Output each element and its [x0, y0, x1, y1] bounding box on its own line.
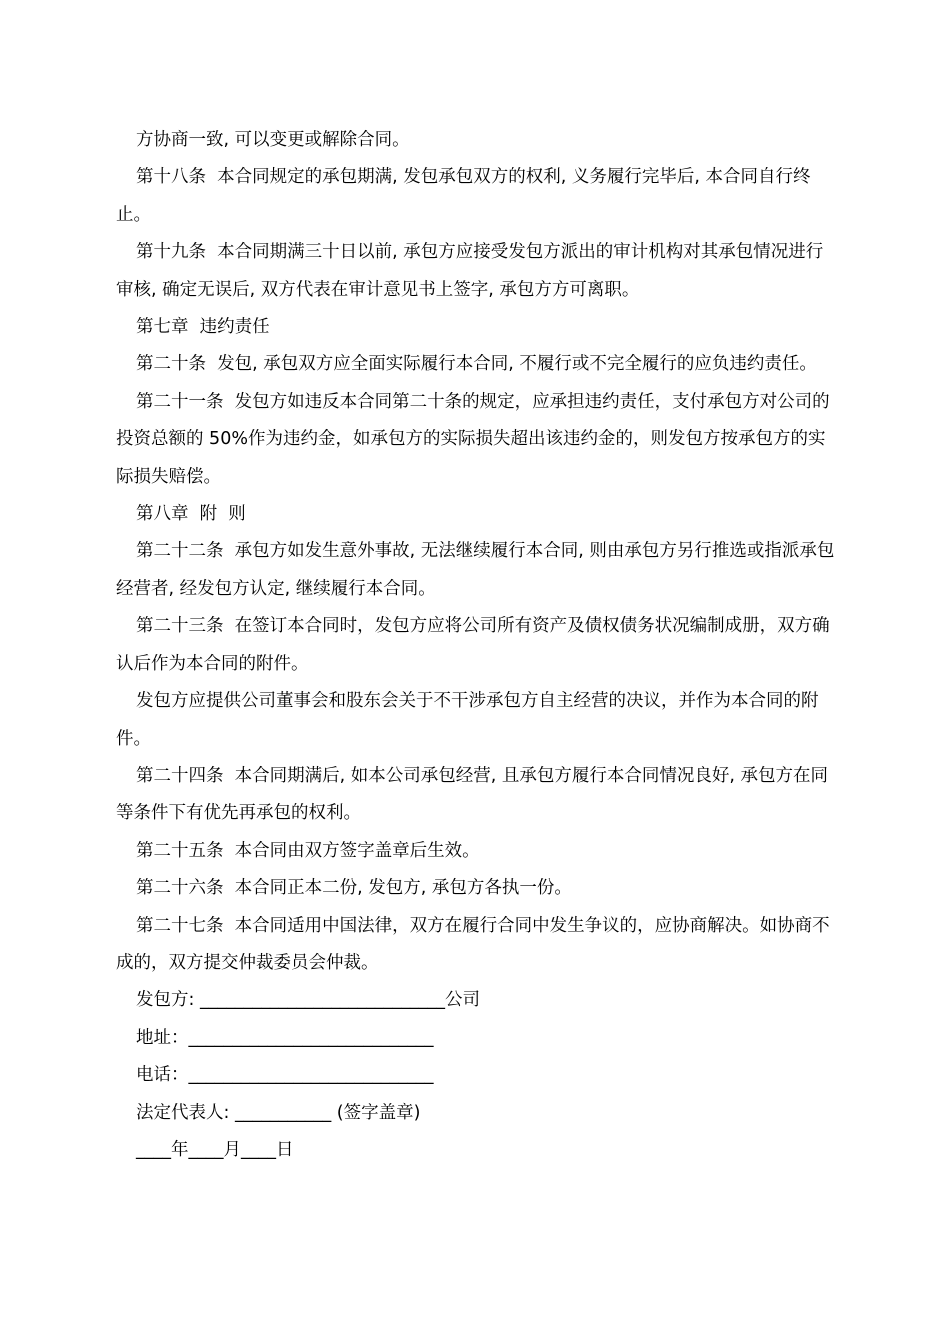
- signature-date-line: ____年____月____日: [136, 1139, 294, 1160]
- article-24: 第二十四条 本合同期满后, 如本公司承包经营, 且承包方履行本合同情况良好, 承包方在同等条件下有优先再承包的权利。: [116, 765, 828, 824]
- article-22: 第二十二条 承包方如发生意外事故, 无法继续履行本合同, 则由承包方另行推选或指派承包经营者, 经发包方认定, 继续履行本合同。: [116, 541, 835, 599]
- contract-body: [116, 122, 836, 1169]
- article-21: 第二十一条 发包方如违反本合同第二十条的规定，应承担违约责任，支付承包方对公司的投资总额的 50%作为违约金，如承包方的实际损失超出该违约金的，则发包方按承包方的实际损失赔偿。: [116, 391, 830, 487]
- article-23-supplement: 发包方应提供公司董事会和股东会关于不干涉承包方自主经营的决议，并作为本合同的附件。: [116, 691, 819, 749]
- paragraph-continuation: 方协商一致, 可以变更或解除合同。: [136, 130, 410, 150]
- signature-phone-line: 电话：____________________________: [136, 1065, 434, 1086]
- chapter-8-heading: 第八章 附 则: [136, 504, 246, 525]
- article-25: 第二十五条 本合同由双方签字盖章后生效。: [136, 840, 480, 861]
- article-20: 第二十条 发包, 承包双方应全面实际履行本合同, 不履行或不完全履行的应负违约责任。: [136, 354, 817, 375]
- article-23: 第二十三条 在签订本合同时，发包方应将公司所有资产及债权债务状况编制成册，双方确认后作为本合同的附件。: [116, 616, 830, 674]
- article-18: 第十八条 本合同规定的承包期满, 发包承包双方的权利, 义务履行完毕后, 本合同自行终止。: [116, 167, 811, 225]
- signature-address-line: 地址：____________________________: [136, 1027, 434, 1048]
- signature-representative-line: 法定代表人: ___________ (签字盖章): [136, 1102, 421, 1123]
- chapter-7-heading: 第七章 违约责任: [136, 317, 270, 338]
- article-26: 第二十六条 本合同正本二份, 发包方, 承包方各执一份。: [136, 878, 572, 899]
- article-19: 第十九条 本合同期满三十日以前, 承包方应接受发包方派出的审计机构对其承包情况进行审核, 确定无误后, 双方代表在审计意见书上签字, 承包方方可离职。: [116, 242, 824, 300]
- signature-employer-line: 发包方: ____________________________公司: [136, 990, 480, 1011]
- article-27: 第二十七条 本合同适用中国法律，双方在履行合同中发生争议的，应协商解决。如协商不成的，双方提交仲裁委员会仲裁。: [116, 915, 830, 973]
